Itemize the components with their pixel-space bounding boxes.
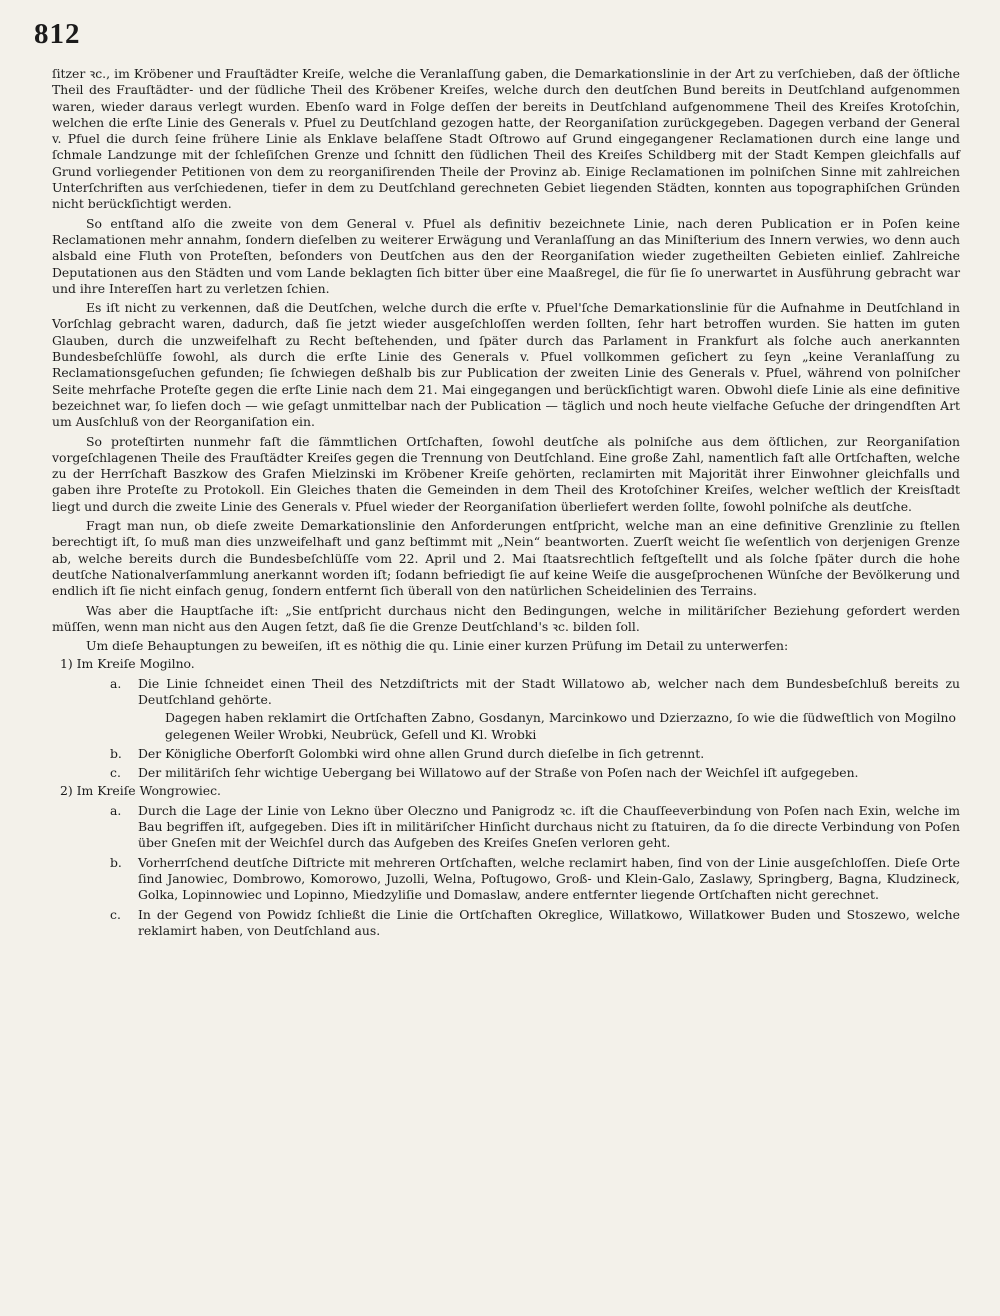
list-item (52, 765, 960, 781)
item-text: In der Gegend von Powidz ſchließt die Linie die Ortſchaften Okreglice, Willatkowo, Willatkower Buden und Stoszewo, welche reklamirt haben, von Deutſchland aus. (138, 906, 960, 938)
paragraph: So proteſtirten nunmehr faſt die ſämmtlichen Ortſchaften, ſowohl deutſche als polniſche aus dem öſtlichen, zur Reorganiſation vorgeſchlagenen Theile des Frauſtädter Kreiſes gegen die Trennung von Deutſchland. Eine große Zahl, namentlich faſt alle Ortſchaften, welche zu der Herrſchaft Baszkow des Grafen Mielzinski im Kröbener Kreiſe gehörten, reclamirten mit Majorität ihrer Einwohner gleichfalls und gaben ihre Proteſte zu Protokoll. Ein Gleiches thaten die Gemeinden in dem Theil des Krotoſchiner Kreiſes, welcher weſtlich der Kreisſtadt liegt und durch die zweite Linie des Generals v. Pfuel wieder der Reorganiſation überliefert werden ſollte, ſowohl polniſche als deutſche. (52, 433, 960, 514)
item-text: Die Linie ſchneidet einen Theil des Netzdiſtricts mit der Stadt Willatowo ab, welcher nach dem Bundesbeſchluß bereits zu Deutſchland gehörte. (138, 675, 960, 707)
list-item (52, 855, 960, 904)
paragraph: Um dieſe Behauptungen zu beweiſen, iſt es nöthig die qu. Linie einer kurzen Prüfung im Detail zu unterwerfen: (86, 638, 789, 654)
item-text: Der Königliche Oberforſt Golombki wird ohne allen Grund durch dieſelbe in ſich getrennt. (138, 745, 705, 761)
item-text: Durch die Lage der Linie von Lekno über Oleczno und Panigrodz ꝛc. iſt die Chauſſeeverbindung von Poſen nach Exin, welche im Bau begriffen iſt, aufgegeben. Dies iſt in militäriſcher Hinſicht durchaus nicht zu ſtatuiren, da ſo die directe Verbindung von Poſen über Gneſen mit der Weichſel durch das Aufgeben des Kreiſes Gneſen verloren geht. (138, 802, 960, 851)
section-heading: 2) Im Kreiſe Wongrowiec. (60, 783, 221, 799)
list-item (52, 676, 960, 709)
list-item (52, 907, 960, 940)
list-item (52, 746, 960, 762)
item-letter: b. (110, 854, 122, 870)
sub-paragraph: Dagegen haben reklamirt die Ortſchaften Zabno, Gosdanyn, Marcinkowo und Dzierzazno, ſo wie die ſüdweſtlich von Mogilno gelegenen Weiler Wrobki, Neubrück, Geſell und Kl. Wrobki (165, 710, 956, 742)
item-letter: c. (110, 765, 121, 781)
list-item (52, 803, 960, 852)
paragraph: Es iſt nicht zu verkennen, daß die Deutſchen, welche durch die erſte v. Pfuel'ſche Demarkationslinie für die Aufnahme in Deutſchland in Vorſchlag gebracht waren, dadurch, daß ſie jetzt wieder ausgeſchloſſen werden ſollten, ſehr hart betroffen wurden. Sie hatten im guten Glauben, durch die unzweifelhaft zu Recht beſtehenden, und ſpäter durch das Parlament in Frankfurt als ſolche auch anerkannten Bundesbeſchlüſſe ſowohl, als durch die erſte Linie des Generals v. Pfuel vollkommen geſichert zu ſeyn „keine Veranlaſſung zu Reclamationsgeſuchen gefunden; ſie ſchwiegen deßhalb bis zur Publication der zweiten Linie des Generals v. Pfuel, während von polniſcher Seite mehrfache Proteſte gegen die erſte Linie nach dem 21. Mai eingegangen und berückſichtigt waren. Obwohl dieſe Linie als eine definitive bezeichnet war, ſo liefen doch — wie geſagt unmittelbar nach der Publication — täglich und noch heute vielfache Geſuche der dringendſten Art um Ausſchluß von der Reorganiſation ein. (52, 300, 960, 430)
paragraph: ſitzer ꝛc., im Kröbener und Frauſtädter Kreiſe, welche die Veranlaſſung gaben, die Demarkationslinie in der Art zu verſchieben, daß der öſtliche Theil des Frauſtädter- und der ſüdliche Theil des Kröbener Kreiſes, welche durch den deutſchen Bund bereits in Deutſchland aufgenommen waren, wieder daraus verlegt wurden. Ebenſo ward in Folge deſſen der bereits in Deutſchland aufgenommene Theil des Kreiſes Krotoſchin, welchen die erſte Linie des Generals v. Pfuel zu Deutſchland gezogen hatte, der Reorganiſation zurückgegeben. Dagegen verband der General v. Pfuel die durch ſeine frühere Linie als Enklave belaſſene Stadt Oſtrowo auf Grund eingegangener Reclamationen durch eine lange und ſchmale Landzunge mit der ſchleſiſchen Grenze und ſchnitt den ſüdlichen Theil des Kreiſes Schildberg mit der Stadt Kempen gleichfalls auf Grund vorliegender Petitionen von dem zu reorganiſirenden Theile der Provinz ab. Einige Reclamationen im polniſchen Sinne mit zahlreichen Unterſchriften aus verſchiedenen, tiefer in dem zu Deutſchland gerechneten Gebiet liegenden Städten, konnten aus topographiſchen Gründen nicht berückſichtigt werden. (52, 66, 960, 212)
item-text: Vorherrſchend deutſche Diſtricte mit mehreren Ortſchaften, welche reclamirt haben, ſind von der Linie ausgeſchloſſen. Dieſe Orte ſind Janowiec, Dombrowo, Komorowo, Juzolli, Welna, Poſtugowo, Groß- und Klein-Galo, Zaslawy, Springberg, Bagna, Kludzineck, Golka, Lopinnowiec und Lopinno, Miedzyliſie und Domaslaw, andere entfernter liegende Ortſchaften nicht gerechnet. (138, 854, 960, 903)
page-number: 812 (34, 18, 81, 50)
item-text: Der militäriſch ſehr wichtige Uebergang bei Willatowo auf der Straße von Poſen nach der Weichſel iſt aufgegeben. (138, 765, 859, 781)
item-letter: c. (110, 906, 121, 922)
body-text (52, 66, 960, 939)
paragraph: So entſtand alſo die zweite von dem General v. Pfuel als definitiv bezeichnete Linie, nach deren Publication er in Poſen keine Reclamationen mehr annahm, ſondern dieſelben zu weiterer Erwägung und Veranlaſſung an das Miniſterium des Innern verwies, wo denn auch alsbald eine Fluth von Proteſten, beſonders von Deutſchen aus den der Reorganiſation wieder zugetheilten Gebieten einlief. Zahlreiche Deputationen aus den Städten und vom Lande beklagten ſich bitter über eine Maaßregel, die für ſie ſo unerwartet in Ausführung gebracht war und ihre Intereſſen hart zu verletzen ſchien. (52, 215, 960, 296)
item-letter: a. (110, 802, 122, 818)
item-letter: b. (110, 745, 122, 761)
section-heading: 1) Im Kreiſe Mogilno. (60, 656, 195, 672)
paragraph: Fragt man nun, ob dieſe zweite Demarkationslinie den Anforderungen entſpricht, welche man an eine definitive Grenzlinie zu ſtellen berechtigt iſt, ſo muß man dies unzweifelhaft und ganz beſtimmt mit „Nein“ beantworten. Zuerſt weicht ſie weſentlich von derjenigen Grenze ab, welche bereits durch die Bundesbeſchlüſſe vom 22. April und 2. Mai ſtaatsrechtlich feſtgeſtellt und als ſolche ſpäter durch die hohe deutſche Nationalverſammlung anerkannt worden iſt; ſodann befriedigt ſie auf keine Weiſe die ausgeſprochenen Wünſche der Bevölkerung und endlich iſt ſie nicht einfach genug, ſondern entfernt ſich überall von den natürlichen Scheidelinien des Terrains. (52, 518, 960, 599)
item-letter: a. (110, 675, 122, 691)
paragraph: Was aber die Hauptſache iſt: „Sie entſpricht durchaus nicht den Bedingungen, welche in militäriſcher Beziehung gefordert werden müſſen, wenn man nicht aus den Augen ſetzt, daß ſie die Grenze Deutſchland's ꝛc. bilden ſoll. (52, 602, 960, 634)
